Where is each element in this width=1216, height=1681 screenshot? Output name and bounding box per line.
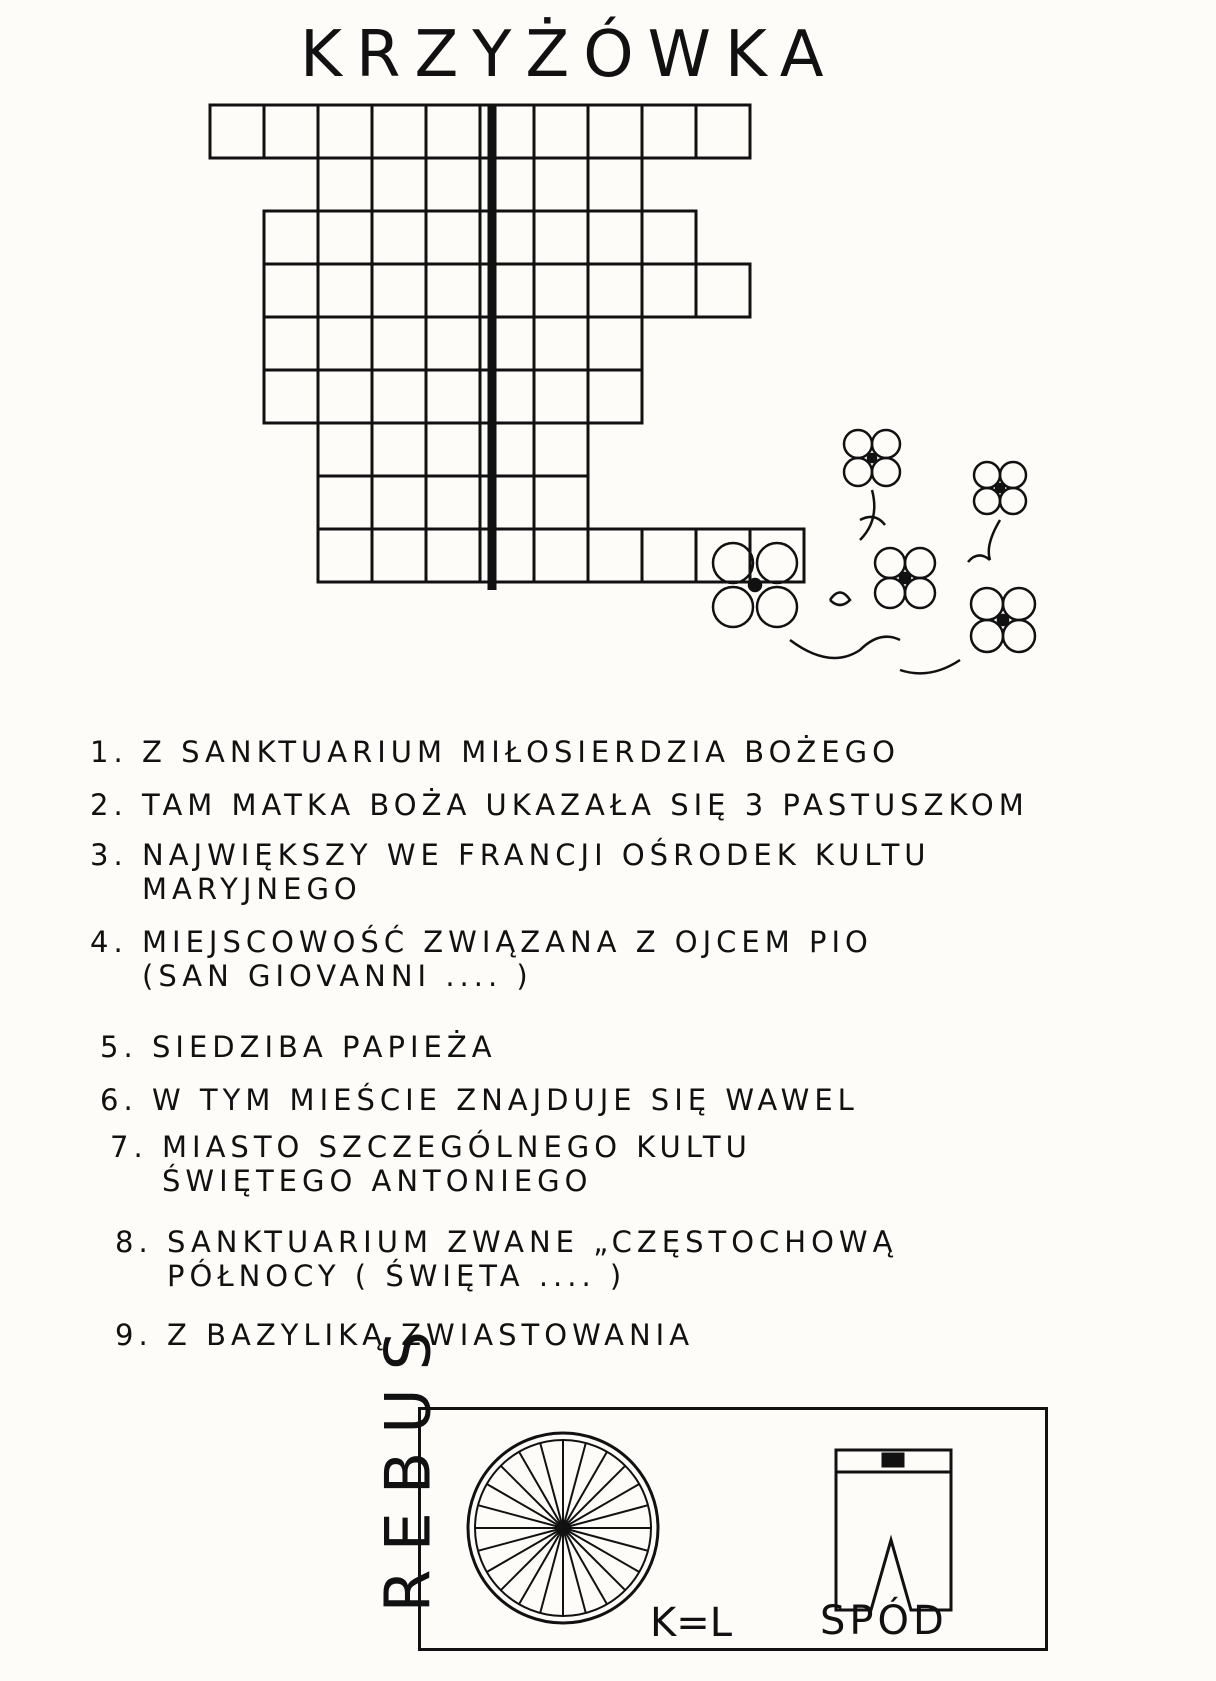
crossword-cell[interactable] [318, 211, 372, 264]
clue-6 [100, 1083, 859, 1117]
rebus-hint: K=L [650, 1600, 733, 1646]
crossword-cell[interactable] [588, 264, 642, 317]
clue-text: MIEJSCOWOŚĆ ZWIĄZANA Z OJCEM PIO [142, 925, 873, 959]
crossword-cell[interactable] [318, 317, 372, 370]
crossword-cell[interactable] [696, 529, 750, 582]
crossword-cell[interactable] [264, 370, 318, 423]
clue-text-continued: MARYJNEGO [142, 872, 362, 906]
clue-7 [110, 1130, 752, 1198]
rebus-word: SPÓD [820, 1598, 948, 1644]
clue-text: Z SANKTUARIUM MIŁOSIERDZIA BOŻEGO [142, 735, 900, 769]
clue-text: SIEDZIBA PAPIEŻA [152, 1030, 497, 1064]
clue-text: SANKTUARIUM ZWANE „CZĘSTOCHOWĄ [167, 1225, 898, 1259]
crossword-cell[interactable] [372, 370, 426, 423]
crossword-cell[interactable] [426, 211, 480, 264]
crossword-cell[interactable] [534, 370, 588, 423]
crossword-cell[interactable] [642, 105, 696, 158]
clue-2 [90, 788, 1029, 822]
clue-number: 3. [90, 838, 128, 872]
crossword-cell[interactable] [534, 476, 588, 529]
clue-1 [90, 735, 900, 769]
rebus-drawings [421, 1410, 1045, 1648]
crossword-cell[interactable] [264, 105, 318, 158]
clue-number: 8. [115, 1225, 153, 1259]
crossword-cell[interactable] [696, 264, 750, 317]
crossword-cell[interactable] [642, 264, 696, 317]
crossword-cell[interactable] [534, 317, 588, 370]
crossword-cell[interactable] [372, 158, 426, 211]
crossword-cell[interactable] [318, 158, 372, 211]
crossword-cell[interactable] [642, 529, 696, 582]
clue-5 [100, 1030, 497, 1064]
shorts-drawing [836, 1450, 951, 1610]
crossword-cell[interactable] [534, 529, 588, 582]
page-title: KRZYŻÓWKA [300, 18, 838, 92]
rebus-label: REBUS [371, 1312, 445, 1613]
wheel-drawing [468, 1433, 658, 1623]
clue-number: 5. [100, 1030, 138, 1064]
crossword-cell[interactable] [318, 476, 372, 529]
crossword-grid [0, 0, 1216, 680]
crossword-cell[interactable] [372, 423, 426, 476]
crossword-cell[interactable] [534, 264, 588, 317]
crossword-cell[interactable] [426, 317, 480, 370]
crossword-cell[interactable] [426, 105, 480, 158]
clue-number: 1. [90, 735, 128, 769]
clue-text: Z BAZYLIKĄ ZWIASTOWANIA [167, 1318, 695, 1352]
crossword-cell[interactable] [372, 105, 426, 158]
clue-8 [115, 1225, 897, 1293]
clue-number: 6. [100, 1083, 138, 1117]
clue-4 [90, 925, 873, 993]
crossword-cell[interactable] [426, 264, 480, 317]
crossword-cell[interactable] [372, 476, 426, 529]
crossword-cell[interactable] [318, 264, 372, 317]
clue-text-continued: ŚWIĘTEGO ANTONIEGO [162, 1164, 593, 1198]
clue-text: TAM MATKA BOŻA UKAZAŁA SIĘ 3 PASTUSZKOM [142, 788, 1029, 822]
crossword-cell[interactable] [426, 476, 480, 529]
crossword-cell[interactable] [642, 211, 696, 264]
clue-3 [90, 838, 931, 906]
clue-number: 4. [90, 925, 128, 959]
clue-text: NAJWIĘKSZY WE FRANCJI OŚRODEK KULTU [142, 838, 931, 872]
crossword-cell[interactable] [264, 264, 318, 317]
crossword-cell[interactable] [426, 370, 480, 423]
crossword-cell[interactable] [372, 264, 426, 317]
crossword-cell[interactable] [264, 317, 318, 370]
crossword-cell[interactable] [426, 158, 480, 211]
clue-text: MIASTO SZCZEGÓLNEGO KULTU [162, 1130, 752, 1164]
crossword-cell[interactable] [588, 529, 642, 582]
crossword-cell[interactable] [534, 105, 588, 158]
crossword-cell[interactable] [318, 529, 372, 582]
crossword-cell[interactable] [318, 105, 372, 158]
clue-text: W TYM MIEŚCIE ZNAJDUJE SIĘ WAWEL [152, 1083, 859, 1117]
crossword-cell[interactable] [372, 211, 426, 264]
crossword-cell[interactable] [696, 105, 750, 158]
clue-text-continued: (SAN GIOVANNI .... ) [142, 959, 533, 993]
crossword-cell[interactable] [372, 529, 426, 582]
crossword-cell[interactable] [588, 370, 642, 423]
crossword-cell[interactable] [534, 158, 588, 211]
crossword-cell[interactable] [318, 423, 372, 476]
crossword-cell[interactable] [588, 158, 642, 211]
crossword-cell[interactable] [588, 211, 642, 264]
clue-number: 7. [110, 1130, 148, 1164]
clue-number: 9. [115, 1318, 153, 1352]
crossword-cell[interactable] [534, 423, 588, 476]
crossword-cell[interactable] [210, 105, 264, 158]
crossword-cell[interactable] [264, 211, 318, 264]
crossword-cell[interactable] [318, 370, 372, 423]
crossword-cell[interactable] [588, 317, 642, 370]
rebus-box [418, 1407, 1048, 1651]
crossword-cell[interactable] [588, 105, 642, 158]
crossword-cell[interactable] [426, 529, 480, 582]
clue-text-continued: PÓŁNOCY ( ŚWIĘTA .... ) [167, 1259, 627, 1293]
crossword-cell[interactable] [426, 423, 480, 476]
clue-number: 2. [90, 788, 128, 822]
crossword-cell[interactable] [372, 317, 426, 370]
flowers-illustration [713, 430, 1035, 673]
crossword-cell[interactable] [534, 211, 588, 264]
